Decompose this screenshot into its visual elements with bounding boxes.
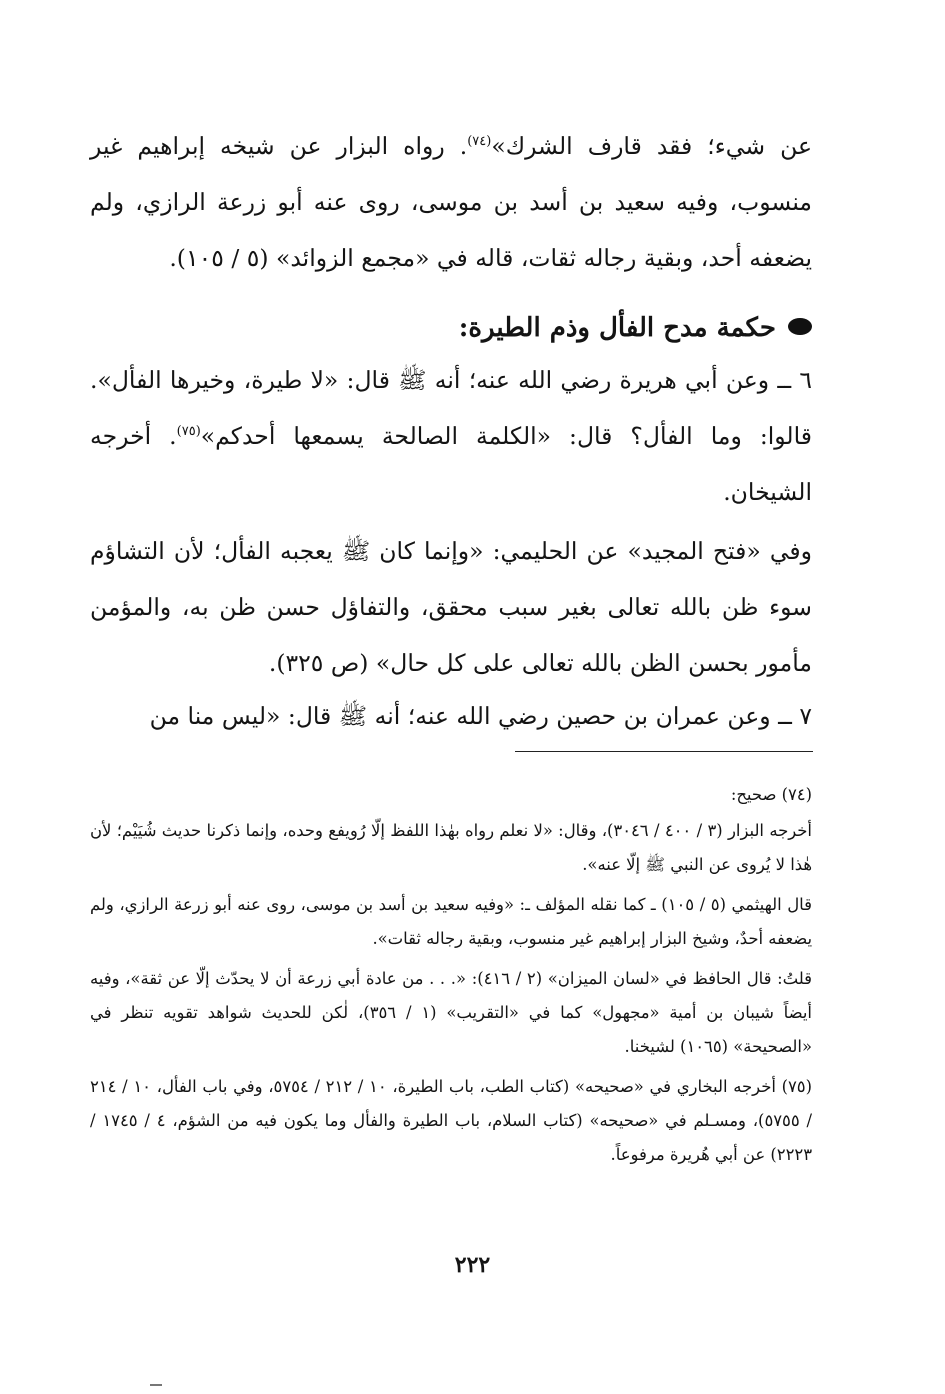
footnote-ref-74[interactable]: (٧٤): [467, 134, 492, 150]
hadith-6-text-cont: . أخرجه الشيخان.: [90, 422, 812, 506]
hadith-6: [90, 352, 812, 520]
section-heading-text: حكمة مدح الفأل وذم الطيرة:: [458, 313, 776, 343]
section-heading: [90, 300, 812, 356]
paragraph-intro: [90, 118, 812, 286]
footnote-74-paragraph: أخرجه البزار (٣ / ٤٠٠ / ٣٠٤٦)، وقال: «لا نعلم رواه بهٰذا اللفظ إلّا رُويفع وحده، وإنما ذكرنا حديث شُيَيْم؛ لأن هٰذا لا يُروى عن النبي ﷺ إلّا عنه».: [90, 821, 812, 874]
footnotes: [90, 778, 812, 1178]
footnote-74-paragraph: قال الهيثمي (٥ / ١٠٥) ـ كما نقله المؤلف ـ: «وفيه سعيد بن أسد بن موسى، روى عنه أبو زرعة الرازي، ولم يضعفه أحدٌ، وشيخ البزار إبراهيم غير منسوب، وبقية رجاله ثقات».: [90, 895, 812, 948]
footnote-74-title: (٧٤) صحيح:: [730, 785, 812, 804]
hadith-7: ٧ ــ وعن عمران بن حصين رضي الله عنه؛ أنه ﷺ قال: «ليس منا من: [149, 702, 812, 730]
footnote-74-paragraph: قلتُ: قال الحافظ في «لسان الميزان» (٢ / ٤١٦): «. . . من عادة أبي زرعة أن لا يحدّث إلّا عن ثقة»، وفيه أيضاً شيبان بن أمية «مجهول» كما في «التقريب» (١ / ٣٥٦)، لٰكن للحديث شواهد تقويه تنظر في «الصحيحة» (١٠٦٥) لشيخنا.: [90, 969, 812, 1056]
paragraph-intro-text: عن شيء؛ فقد قارف الشرك»: [491, 132, 813, 160]
scan-speck: [150, 1384, 162, 1386]
footnote-ref-75[interactable]: (٧٥): [176, 424, 201, 440]
footnote-75: (٧٥) أخرجه البخاري في «صحيحه» (كتاب الطب، باب الطيرة، ١٠ / ٢١٢ / ٥٧٥٤، وفي باب الفأل، ١٠ / ٢١٤ / ٥٧٥٥)، ومسـلم في «صحيحه» (كتاب السلام، باب الطيرة والفأل وما يكون فيه من الشؤم، ٤ / ١٧٤٥ / ٢٢٢٣) عن أبي هُريرة مرفوعاً.: [90, 1077, 813, 1164]
bullet-icon: [788, 318, 812, 335]
paragraph-intro-text-cont: . رواه البزار عن شيخه إبراهيم غير منسوب، وفيه سعيد بن أسد بن موسى، روى عنه أبو زرعة الرازي، ولم يضعفه أحد، وبقية رجاله ثقات، قاله في «مجمع الزوائد» (٥ / ١٠٥).: [90, 132, 812, 272]
footnote-separator: [515, 751, 813, 752]
paragraph-fath-al-majid: وفي «فتح المجيد» عن الحليمي: «وإنما كان ﷺ يعجبه الفأل؛ لأن التشاؤم سوء ظن بالله تعالى بغير سبب محقق، والتفاؤل حسن ظن به، والمؤمن مأمور بحسن الظن بالله تعالى على كل حال» (ص ٣٢٥).: [90, 537, 812, 677]
page-number: ٢٢٢: [454, 1252, 491, 1278]
hadith-6-text: ٦ ــ وعن أبي هريرة رضي الله عنه؛ أنه ﷺ قال: «لا طيرة، وخيرها الفأل». قالوا: وما الفأل؟ قال: «الكلمة الصالحة يسمعها أحدكم»: [90, 366, 812, 450]
